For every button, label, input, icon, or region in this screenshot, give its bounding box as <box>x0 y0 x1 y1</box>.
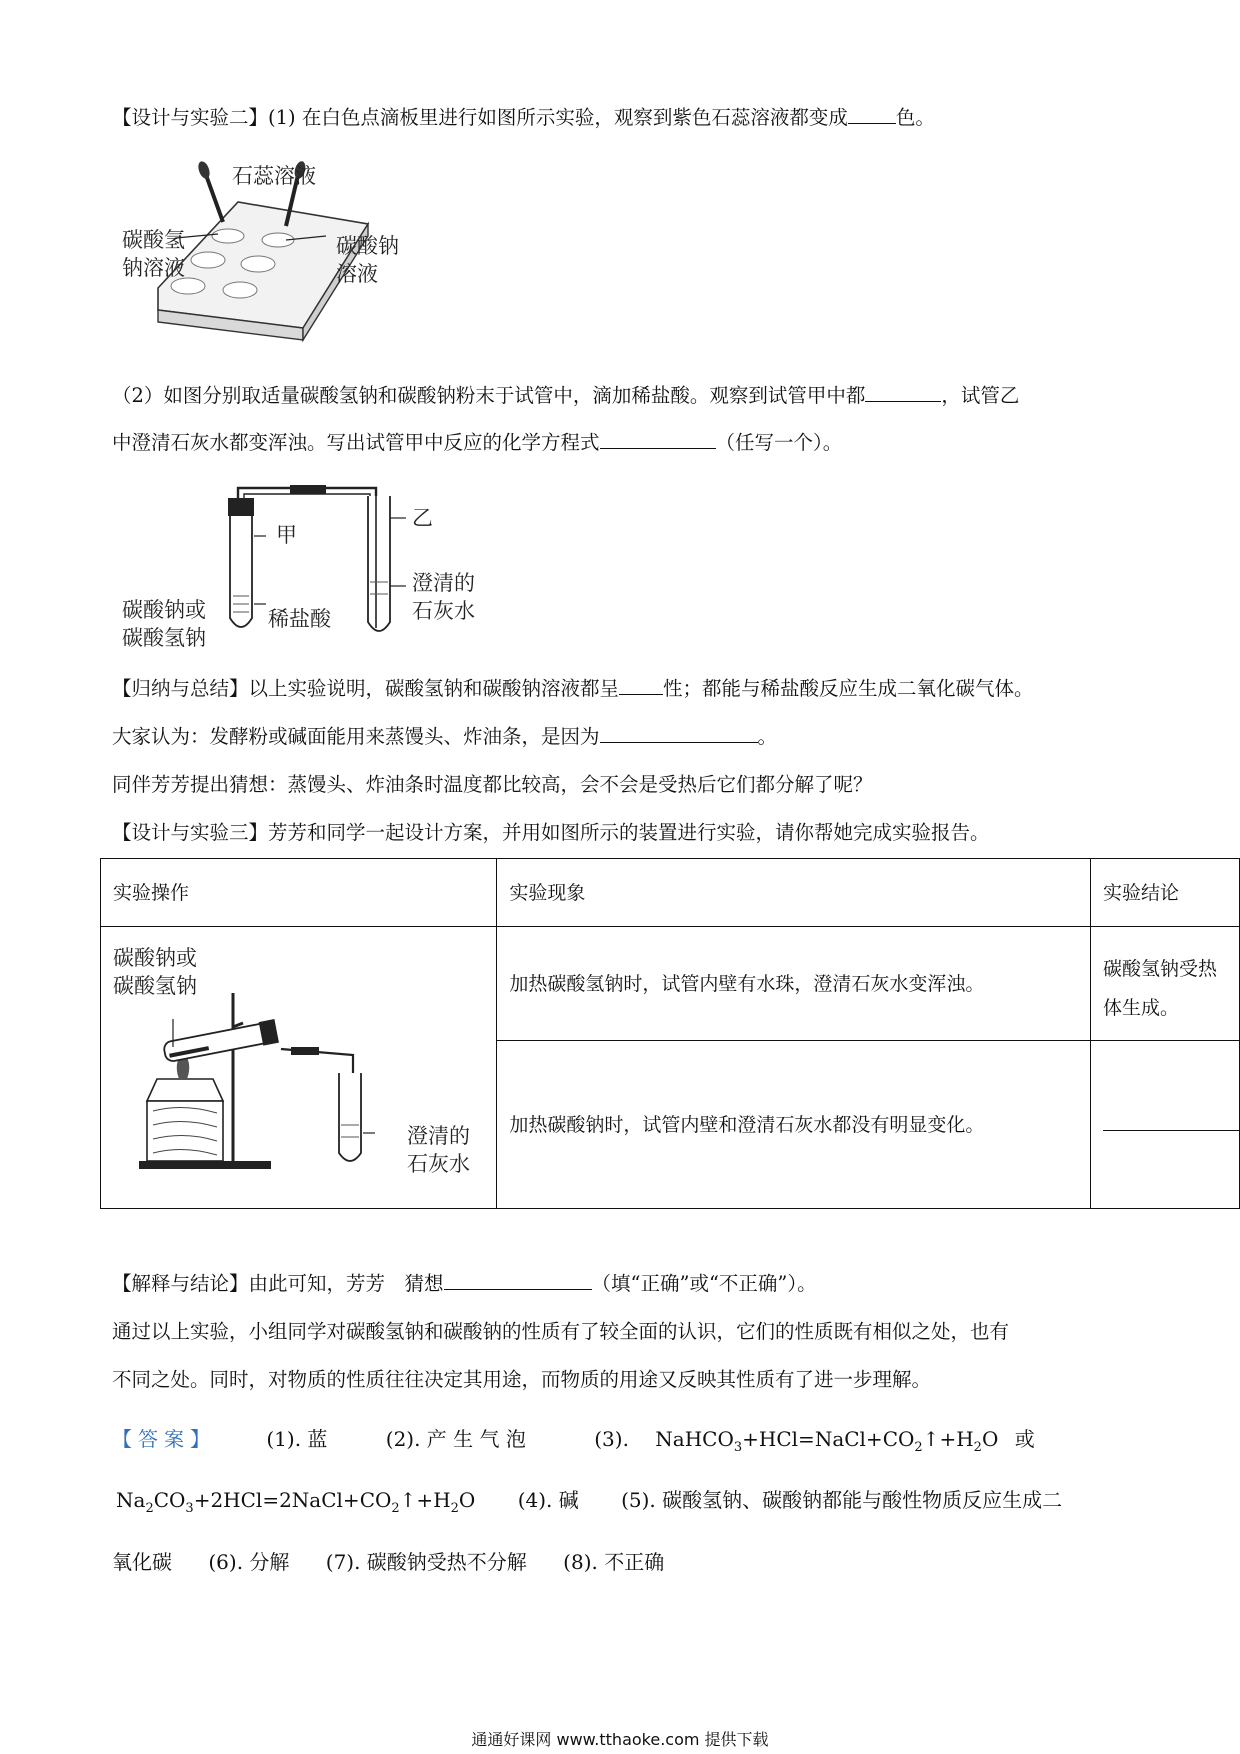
answer-line-2: $Na_2CO_3+2HCl=2NaCl+CO_2↑+H_2O$ (4). 碱 (5). 碳酸氢钠、碳酸钠都能与酸性物质反应生成二 <box>116 1488 1063 1516</box>
experiment-report-table <box>100 858 1240 1209</box>
equation-1: $NaHCO_3+HCl=NaCl+CO_2↑+H_2O$ <box>655 1427 999 1455</box>
solid-label-2: 碳酸氢钠 <box>122 626 206 650</box>
solid-label-1: 碳酸钠或 <box>122 598 206 622</box>
limewater-label-2: 石灰水 <box>412 599 475 623</box>
table-apparatus-cell <box>101 927 497 1209</box>
heating-solid-label-1: 碳酸钠或 <box>113 946 197 970</box>
conclusion-line-1: 【解释与结论】由此可知，芳芳 猜想 （填“正确”或“不正确”）。 <box>112 1272 817 1295</box>
page-footer: 通通好课网 www.tthaoke.com 提供下载 <box>471 1730 769 1749</box>
table-row1-phenomenon: 加热碳酸氢钠时，试管内壁有水珠，澄清石灰水变浑浊。 <box>497 927 1091 1041</box>
table-header-operation: 实验操作 <box>101 859 497 927</box>
exp2-question-2a: （2）如图分别取适量碳酸氢钠和碳酸钠粉末于试管中，滴加稀盐酸。观察到试管甲中都 ，试管乙 <box>112 384 1020 407</box>
conclusion-line-2: 通过以上实验，小组同学对碳酸氢钠和碳酸钠的性质有了较全面的认识，它们的性质既有相似之处，也有 <box>112 1320 1010 1343</box>
heating-limewater-label-2: 石灰水 <box>407 1152 470 1176</box>
tube-a-label: 甲 <box>276 523 297 547</box>
answer-blank-6[interactable] <box>1103 1112 1239 1131</box>
answer-line-1: 【答案】 (1). 蓝 (2). 产 生 气 泡 (3). $NaHCO_3+HCl=NaCl+CO_2↑+H_2O$ 或 <box>112 1427 1035 1455</box>
summary-line-1: 【归纳与总结】以上实验说明，碳酸氢钠和碳酸钠溶液都呈 性；都能与稀盐酸反应生成二氧化碳气体。 <box>112 677 1034 700</box>
nahco3-solution-label-2: 钠溶液 <box>122 256 185 280</box>
answer-blank-4[interactable] <box>619 676 663 695</box>
summary-line-2: 大家认为：发酵粉或碱面能用来蒸馒头、炸油条，是因为 。 <box>112 725 778 748</box>
acid-label: 稀盐酸 <box>268 607 331 631</box>
answer-blank-3[interactable] <box>600 430 716 449</box>
exp2-question-2b: 中澄清石灰水都变浑浊。写出试管甲中反应的化学方程式 （任写一个）。 <box>112 431 843 454</box>
table-header-conclusion: 实验结论 <box>1090 859 1239 927</box>
answer-key-label: 【答案】 <box>112 1427 216 1451</box>
na2co3-solution-label-2: 溶液 <box>336 262 378 286</box>
answer-line-3: 氧化碳 (6). 分解 (7). 碳酸钠受热不分解 (8). 不正确 <box>112 1550 665 1574</box>
table-header-phenomenon: 实验现象 <box>497 859 1091 927</box>
answer-blank-5[interactable] <box>600 724 758 743</box>
equation-2: $Na_2CO_3+2HCl=2NaCl+CO_2↑+H_2O$ <box>116 1488 476 1516</box>
table-row1-conclusion: 碳酸氢钠受热 体生成。 <box>1090 927 1239 1041</box>
nahco3-solution-label-1: 碳酸氢 <box>122 228 185 252</box>
conclusion-line-3: 不同之处。同时，对物质的性质往往决定其用途，而物质的用途又反映其性质有了进一步理解。 <box>112 1368 932 1391</box>
heating-limewater-label-1: 澄清的 <box>407 1124 470 1148</box>
answer-blank-1[interactable] <box>848 105 896 124</box>
tube-b-label: 乙 <box>412 506 433 530</box>
limewater-label-1: 澄清的 <box>412 571 475 595</box>
answer-blank-7[interactable] <box>444 1271 592 1290</box>
summary-line-3: 同伴芳芳提出猜想：蒸馒头、炸油条时温度都比较高，会不会是受热后它们都分解了呢？ <box>112 773 873 796</box>
exp2-question-1: 【设计与实验二】(1) 在白色点滴板里进行如图所示实验，观察到紫色石蕊溶液都变成 色。 <box>112 106 935 129</box>
na2co3-solution-label-1: 碳酸钠 <box>336 234 399 258</box>
heating-solid-label-2: 碳酸氢钠 <box>113 974 197 998</box>
summary-line-4: 【设计与实验三】芳芳和同学一起设计方案，并用如图所示的装置进行实验，请你帮她完成实验报告。 <box>112 821 990 844</box>
table-row2-phenomenon: 加热碳酸钠时，试管内壁和澄清石灰水都没有明显变化。 <box>497 1041 1091 1209</box>
answer-blank-2[interactable] <box>865 383 941 402</box>
litmus-label: 石蕊溶液 <box>232 164 316 188</box>
table-row2-conclusion <box>1090 1041 1239 1209</box>
